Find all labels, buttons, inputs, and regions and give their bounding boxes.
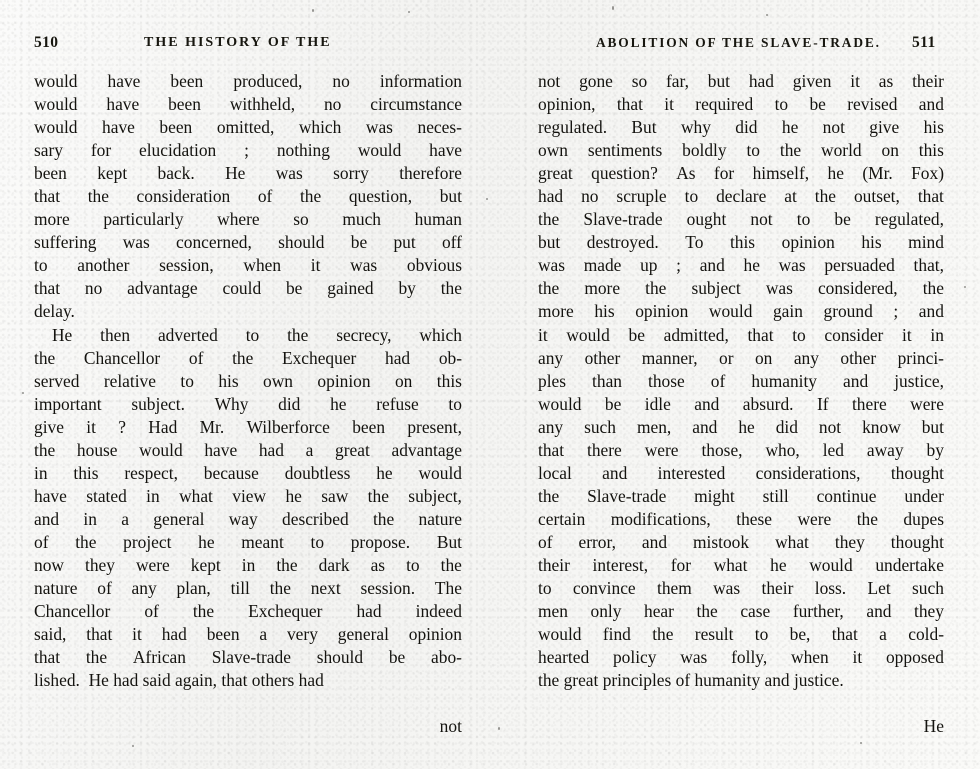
text-line: was made up ; and he was persuaded that, (538, 255, 944, 276)
running-head (0, 34, 980, 54)
text-line: of error, and mistook what they thought (538, 531, 944, 552)
scan-speck (498, 727, 500, 730)
text-line: would have been withheld, no circumstance (34, 94, 462, 115)
scan-speck (486, 198, 488, 200)
text-line: that there were those, who, led away by (538, 439, 944, 460)
text-line: the great principles of humanity and justice. (538, 670, 844, 691)
text-line: that no advantage could be gained by the (34, 278, 462, 299)
scan-speck (766, 14, 768, 16)
right-text-column (538, 70, 944, 738)
text-line: any other manner, or on any other princi- (538, 347, 944, 368)
text-line: to another session, when it was obvious (34, 255, 462, 276)
scan-speck (312, 9, 314, 12)
scan-speck (22, 392, 24, 394)
text-line: in this respect, because doubtless he would (34, 462, 462, 483)
text-line: regulated. But why did he not give his (538, 117, 944, 138)
scan-speck (860, 742, 862, 744)
text-line: ples than those of humanity and justice, (538, 370, 944, 391)
text-line: now they were kept in the dark as to the (34, 554, 462, 575)
text-line: to convince them was their loss. Let such (538, 578, 944, 599)
text-line: been kept back. He was sorry therefore (34, 163, 462, 184)
text-line: men only hear the case further, and they (538, 601, 944, 622)
text-line: Chancellor of the Exchequer had indeed (34, 601, 462, 622)
text-line: that the African Slave-trade should be abo- (34, 647, 462, 668)
text-line: that the consideration of the question, but (34, 186, 462, 207)
text-line: nature of any plan, till the next session. The (34, 578, 462, 599)
text-line: local and interested considerations, thought (538, 462, 944, 483)
text-line: any such men, and he did not know but (538, 416, 944, 437)
text-line: and in a general way described the nature (34, 508, 462, 529)
text-line: opinion, that it required to be revised and (538, 94, 944, 115)
left-text-column (34, 70, 462, 738)
text-line: own sentiments boldly to the world on this (538, 140, 944, 161)
text-line: more his opinion would gain ground ; and (538, 301, 944, 322)
text-line: would have been omitted, which was neces- (34, 117, 462, 138)
right-running-title: ABOLITION OF THE SLAVE-TRADE. (596, 35, 881, 50)
text-line: delay. (34, 301, 75, 322)
left-column-body (34, 70, 462, 692)
right-column-catchword: He (923, 716, 944, 737)
text-line: hearted policy was folly, when it opposed (538, 647, 944, 668)
text-line: would be idle and absurd. If there were (538, 393, 944, 414)
left-running-title: THE HISTORY OF THE (144, 35, 332, 50)
scan-speck (964, 286, 966, 288)
text-line: it would be admitted, that to consider it in (538, 324, 944, 345)
text-line: served relative to his own opinion on this (34, 370, 462, 391)
scan-speck (408, 11, 410, 13)
text-line: give it ? Had Mr. Wilberforce been present, (34, 416, 462, 437)
text-line: not gone so far, but had given it as their (538, 71, 944, 91)
text-line: the more the subject was considered, the (538, 278, 944, 299)
text-line: lished. He had said again, that others had (34, 670, 324, 691)
text-line: important subject. Why did he refuse to (34, 393, 462, 414)
text-line: would have been produced, no information (34, 71, 462, 91)
right-page-number: 511 (912, 34, 936, 51)
text-line: but destroyed. To this opinion his mind (538, 232, 944, 253)
text-line: the Slave-trade might still continue under (538, 485, 944, 506)
left-column-catchword: not (439, 716, 462, 737)
text-line: certain modifications, these were the dupes (538, 508, 944, 529)
text-line: would find the result to be, that a cold- (538, 624, 944, 645)
text-line: said, that it had been a very general opinion (34, 624, 462, 645)
right-column-body (538, 70, 944, 692)
text-line: more particularly where so much human (34, 209, 462, 230)
text-line: of the project he meant to propose. But (34, 531, 462, 552)
left-page-number: 510 (34, 34, 59, 51)
text-line: the house would have had a great advantage (34, 439, 462, 460)
text-line: sary for elucidation ; nothing would have (34, 140, 462, 161)
scan-speck (612, 6, 614, 10)
text-line: great question? As for himself, he (Mr. Fox) (538, 163, 944, 184)
text-line: He then adverted to the secrecy, which (52, 324, 462, 345)
text-line: the Slave-trade ought not to be regulated, (538, 209, 944, 230)
text-line: suffering was concerned, should be put off (34, 232, 462, 253)
text-line: the Chancellor of the Exchequer had ob- (34, 347, 462, 368)
text-line: had no scruple to declare at the outset, that (538, 186, 944, 207)
scan-speck (132, 745, 134, 747)
text-line: their interest, for what he would undertake (538, 554, 944, 575)
text-line: have stated in what view he saw the subject, (34, 485, 462, 506)
